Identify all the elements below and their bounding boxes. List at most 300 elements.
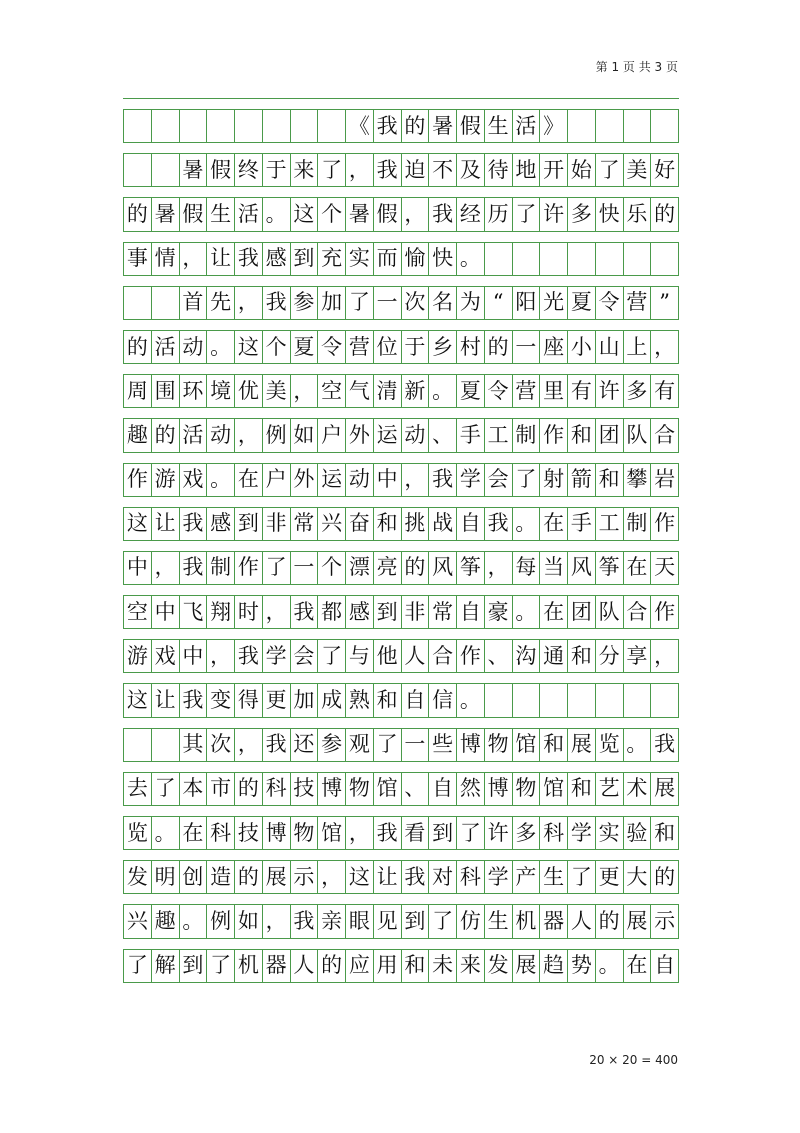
grid-cell: 。 bbox=[624, 729, 652, 761]
grid-cell: 更 bbox=[596, 861, 624, 893]
grid-cell: 享 bbox=[624, 640, 652, 672]
grid-cell: 的 bbox=[651, 198, 679, 230]
row-spacer-band bbox=[123, 142, 679, 154]
grid-cell bbox=[263, 110, 291, 142]
row-cells bbox=[123, 287, 679, 319]
grid-cell: 动 bbox=[402, 419, 430, 451]
grid-cell: 和 bbox=[402, 950, 430, 982]
grid-cell: 参 bbox=[318, 729, 346, 761]
manuscript-grid bbox=[123, 98, 679, 989]
grid-cell: 他 bbox=[374, 640, 402, 672]
grid-cell: 游 bbox=[152, 464, 180, 496]
grid-cell bbox=[318, 110, 346, 142]
grid-cell: 。 bbox=[457, 243, 485, 275]
grid-cell: 豪 bbox=[485, 596, 513, 628]
grid-cell: 我 bbox=[263, 729, 291, 761]
grid-cell: 制 bbox=[624, 508, 652, 540]
grid-cell: 事 bbox=[124, 243, 152, 275]
grid-cell: 实 bbox=[596, 817, 624, 849]
grid-cell: 工 bbox=[596, 508, 624, 540]
grid-cell: 手 bbox=[568, 508, 596, 540]
grid-cell: 示 bbox=[291, 861, 319, 893]
grid-cell: 物 bbox=[513, 773, 541, 805]
grid-cell: 物 bbox=[291, 817, 319, 849]
grid-cell: 我 bbox=[235, 243, 263, 275]
grid-cell: 科 bbox=[207, 817, 235, 849]
grid-cell bbox=[568, 110, 596, 142]
grid-cell: 我 bbox=[291, 905, 319, 937]
grid-cell: 活 bbox=[513, 110, 541, 142]
grid-cell bbox=[180, 110, 208, 142]
grid-cell bbox=[651, 243, 679, 275]
grid-cell: 作 bbox=[540, 419, 568, 451]
grid-cell: 和 bbox=[568, 640, 596, 672]
grid-cell: 运 bbox=[374, 419, 402, 451]
grid-cell: 时 bbox=[235, 596, 263, 628]
grid-cell: 展 bbox=[568, 729, 596, 761]
grid-cell: 制 bbox=[207, 552, 235, 584]
grid-cell: 如 bbox=[235, 905, 263, 937]
grid-cell: 和 bbox=[540, 729, 568, 761]
grid-cell: 地 bbox=[513, 154, 541, 186]
grid-cell: ， bbox=[485, 552, 513, 584]
grid-cell: 团 bbox=[568, 596, 596, 628]
grid-cell: 了 bbox=[457, 817, 485, 849]
grid-cell: 好 bbox=[651, 154, 679, 186]
row-spacer-band bbox=[123, 363, 679, 375]
grid-cell: 次 bbox=[402, 287, 430, 319]
grid-cell: 多 bbox=[513, 817, 541, 849]
grid-cell bbox=[540, 684, 568, 716]
grid-cell: 我 bbox=[402, 861, 430, 893]
grid-cell: 展 bbox=[513, 950, 541, 982]
grid-cell: 了 bbox=[152, 773, 180, 805]
grid-cell: 合 bbox=[429, 640, 457, 672]
grid-cell: 在 bbox=[624, 552, 652, 584]
grid-cell: 例 bbox=[263, 419, 291, 451]
grid-cell: 其 bbox=[180, 729, 208, 761]
grid-cell: 》 bbox=[540, 110, 568, 142]
grid-cell: 非 bbox=[402, 596, 430, 628]
grid-row bbox=[123, 275, 679, 319]
grid-cell: 上 bbox=[624, 331, 652, 363]
grid-row bbox=[123, 319, 679, 363]
grid-cell bbox=[485, 684, 513, 716]
row-spacer-band bbox=[123, 540, 679, 552]
grid-cell: 奋 bbox=[346, 508, 374, 540]
grid-cell: 了 bbox=[318, 154, 346, 186]
grid-cell: 个 bbox=[318, 552, 346, 584]
grid-cell: 和 bbox=[651, 817, 679, 849]
grid-row bbox=[123, 452, 679, 496]
grid-cell: 信 bbox=[429, 684, 457, 716]
grid-cell: 历 bbox=[485, 198, 513, 230]
grid-cell: 乐 bbox=[624, 198, 652, 230]
grid-cell: 到 bbox=[374, 596, 402, 628]
grid-cell: 夏 bbox=[457, 375, 485, 407]
grid-cell: 自 bbox=[457, 596, 485, 628]
grid-cell: 的 bbox=[651, 861, 679, 893]
grid-cell bbox=[568, 243, 596, 275]
grid-cell: 快 bbox=[596, 198, 624, 230]
row-spacer-band bbox=[123, 275, 679, 287]
grid-cell: 里 bbox=[540, 375, 568, 407]
row-cells bbox=[123, 154, 679, 186]
row-cells bbox=[123, 552, 679, 584]
grid-cell: ， bbox=[651, 331, 679, 363]
grid-cell: 一 bbox=[291, 552, 319, 584]
grid-cell: 来 bbox=[291, 154, 319, 186]
grid-cell: 通 bbox=[540, 640, 568, 672]
grid-cell: 学 bbox=[485, 861, 513, 893]
grid-cell: 在 bbox=[540, 508, 568, 540]
grid-cell: 在 bbox=[624, 950, 652, 982]
row-spacer-band bbox=[123, 319, 679, 331]
grid-cell: 终 bbox=[235, 154, 263, 186]
grid-cell: 《 bbox=[346, 110, 374, 142]
grid-cell: 于 bbox=[402, 331, 430, 363]
grid-cell: 馆 bbox=[374, 773, 402, 805]
grid-cell: ， bbox=[263, 905, 291, 937]
grid-cell: 技 bbox=[291, 773, 319, 805]
grid-cell: 了 bbox=[513, 464, 541, 496]
grid-cell bbox=[624, 243, 652, 275]
grid-cell: 和 bbox=[568, 773, 596, 805]
grid-cell: 的 bbox=[318, 950, 346, 982]
grid-cell: 览 bbox=[596, 729, 624, 761]
grid-cell: 亲 bbox=[318, 905, 346, 937]
grid-cell: 产 bbox=[513, 861, 541, 893]
grid-cell: 验 bbox=[624, 817, 652, 849]
grid-cell: 大 bbox=[624, 861, 652, 893]
grid-cell: 了 bbox=[429, 905, 457, 937]
grid-cell: 团 bbox=[596, 419, 624, 451]
grid-cell: 我 bbox=[235, 640, 263, 672]
grid-cell: 。 bbox=[457, 684, 485, 716]
grid-cell: 户 bbox=[318, 419, 346, 451]
grid-cell: 造 bbox=[207, 861, 235, 893]
grid-cell: 器 bbox=[263, 950, 291, 982]
grid-cell bbox=[152, 154, 180, 186]
row-spacer-band bbox=[123, 717, 679, 729]
row-cells bbox=[123, 375, 679, 407]
page-indicator: 第 1 页 共 3 页 bbox=[595, 60, 678, 74]
grid-cell: 及 bbox=[457, 154, 485, 186]
row-cells bbox=[123, 640, 679, 672]
grid-cell: 人 bbox=[568, 905, 596, 937]
grid-cell: 攀 bbox=[624, 464, 652, 496]
grid-cell: 博 bbox=[263, 817, 291, 849]
grid-cell: 。 bbox=[180, 905, 208, 937]
grid-cell: 创 bbox=[180, 861, 208, 893]
grid-cell: ， bbox=[152, 552, 180, 584]
grid-cell: 队 bbox=[596, 596, 624, 628]
grid-cell: 。 bbox=[513, 596, 541, 628]
row-spacer-band bbox=[123, 805, 679, 817]
grid-cell: 还 bbox=[291, 729, 319, 761]
grid-cell: 更 bbox=[263, 684, 291, 716]
grid-cell bbox=[651, 110, 679, 142]
grid-cell bbox=[291, 110, 319, 142]
grid-cell: 了 bbox=[596, 154, 624, 186]
grid-cell: 如 bbox=[291, 419, 319, 451]
grid-cell: 的 bbox=[235, 773, 263, 805]
grid-cell: 外 bbox=[346, 419, 374, 451]
grid-cell: ” bbox=[651, 287, 679, 319]
grid-cell: 览 bbox=[124, 817, 152, 849]
grid-cell: 境 bbox=[207, 375, 235, 407]
grid-cell: 参 bbox=[291, 287, 319, 319]
grid-cell: 外 bbox=[291, 464, 319, 496]
grid-cell: 动 bbox=[180, 331, 208, 363]
grid-cell: 箭 bbox=[568, 464, 596, 496]
grid-spec-label: 20 × 20 = 400 bbox=[589, 1053, 678, 1067]
grid-cell: 活 bbox=[180, 419, 208, 451]
grid-cell: 的 bbox=[402, 110, 430, 142]
grid-cell: 在 bbox=[180, 817, 208, 849]
grid-cell: 然 bbox=[457, 773, 485, 805]
grid-cell: 物 bbox=[346, 773, 374, 805]
grid-cell: 博 bbox=[457, 729, 485, 761]
grid-cell: 先 bbox=[207, 287, 235, 319]
grid-cell: 会 bbox=[291, 640, 319, 672]
grid-cell: 了 bbox=[568, 861, 596, 893]
grid-cell: ， bbox=[291, 375, 319, 407]
grid-cell: 在 bbox=[235, 464, 263, 496]
grid-cell: 的 bbox=[152, 419, 180, 451]
grid-cell: 个 bbox=[263, 331, 291, 363]
grid-cell: 制 bbox=[513, 419, 541, 451]
row-spacer-band bbox=[123, 893, 679, 905]
grid-cell: 见 bbox=[374, 905, 402, 937]
row-spacer-band bbox=[123, 186, 679, 198]
grid-cell: 。 bbox=[596, 950, 624, 982]
grid-cell: 许 bbox=[596, 375, 624, 407]
grid-cell: 明 bbox=[152, 861, 180, 893]
grid-cell: 生 bbox=[485, 110, 513, 142]
grid-cell: 眼 bbox=[346, 905, 374, 937]
grid-cell: 每 bbox=[513, 552, 541, 584]
grid-cell: 博 bbox=[318, 773, 346, 805]
grid-cell: 作 bbox=[235, 552, 263, 584]
grid-cell: 展 bbox=[263, 861, 291, 893]
grid-cell: 环 bbox=[180, 375, 208, 407]
grid-cell: ， bbox=[263, 596, 291, 628]
grid-cell: 让 bbox=[207, 243, 235, 275]
row-spacer-band bbox=[123, 496, 679, 508]
grid-cell: 作 bbox=[651, 508, 679, 540]
grid-cell: 暑 bbox=[180, 154, 208, 186]
grid-cell: 感 bbox=[207, 508, 235, 540]
grid-cell: 清 bbox=[374, 375, 402, 407]
grid-cell: 物 bbox=[485, 729, 513, 761]
grid-cell: 我 bbox=[374, 817, 402, 849]
grid-cell: 了 bbox=[346, 287, 374, 319]
grid-cell: 山 bbox=[596, 331, 624, 363]
grid-cell: 本 bbox=[180, 773, 208, 805]
grid-cell: 中 bbox=[180, 640, 208, 672]
grid-cell: 我 bbox=[374, 154, 402, 186]
grid-cell: 馆 bbox=[540, 773, 568, 805]
grid-cell: 周 bbox=[124, 375, 152, 407]
row-cells bbox=[123, 198, 679, 230]
grid-cell: 的 bbox=[402, 552, 430, 584]
grid-cell: 动 bbox=[207, 419, 235, 451]
grid-cell: 机 bbox=[235, 950, 263, 982]
grid-cell bbox=[568, 684, 596, 716]
grid-cell: 生 bbox=[207, 198, 235, 230]
grid-row bbox=[123, 584, 679, 628]
grid-cell: 美 bbox=[263, 375, 291, 407]
grid-cell: 未 bbox=[429, 950, 457, 982]
grid-cell: 科 bbox=[263, 773, 291, 805]
grid-cell: 展 bbox=[624, 905, 652, 937]
grid-cell: 我 bbox=[180, 508, 208, 540]
grid-cell: 在 bbox=[540, 596, 568, 628]
grid-cell: 艺 bbox=[596, 773, 624, 805]
grid-cell: 和 bbox=[568, 419, 596, 451]
grid-cell: 待 bbox=[485, 154, 513, 186]
grid-row bbox=[123, 540, 679, 584]
grid-cell bbox=[235, 110, 263, 142]
grid-cell: 到 bbox=[235, 508, 263, 540]
grid-cell: 快 bbox=[429, 243, 457, 275]
grid-cell: ， bbox=[180, 243, 208, 275]
grid-cell: 。 bbox=[152, 817, 180, 849]
grid-cell: 气 bbox=[346, 375, 374, 407]
grid-cell: 科 bbox=[540, 817, 568, 849]
grid-row bbox=[123, 231, 679, 275]
grid-cell: 趣 bbox=[152, 905, 180, 937]
grid-cell: 假 bbox=[457, 110, 485, 142]
grid-cell: 熟 bbox=[346, 684, 374, 716]
grid-cell: 常 bbox=[291, 508, 319, 540]
row-spacer-band bbox=[123, 849, 679, 861]
grid-cell: ， bbox=[235, 419, 263, 451]
grid-cell: 戏 bbox=[152, 640, 180, 672]
grid-cell: 自 bbox=[651, 950, 679, 982]
grid-cell: 与 bbox=[346, 640, 374, 672]
grid-cell bbox=[152, 110, 180, 142]
grid-cell: 了 bbox=[374, 729, 402, 761]
grid-cell: 愉 bbox=[402, 243, 430, 275]
grid-cell: 趣 bbox=[124, 419, 152, 451]
grid-cell: 座 bbox=[540, 331, 568, 363]
grid-cell: 。 bbox=[263, 198, 291, 230]
grid-cell: 名 bbox=[429, 287, 457, 319]
grid-cell: 充 bbox=[318, 243, 346, 275]
grid-cell: 当 bbox=[540, 552, 568, 584]
row-spacer-band bbox=[123, 98, 679, 110]
grid-cell: 这 bbox=[291, 198, 319, 230]
grid-cell: 令 bbox=[318, 331, 346, 363]
grid-cell: 发 bbox=[124, 861, 152, 893]
grid-cell: 。 bbox=[207, 464, 235, 496]
grid-cell: 游 bbox=[124, 640, 152, 672]
grid-cell: 、 bbox=[429, 419, 457, 451]
grid-cell: 筝 bbox=[596, 552, 624, 584]
grid-cell: 不 bbox=[429, 154, 457, 186]
grid-cell: 、 bbox=[485, 640, 513, 672]
row-spacer-band bbox=[123, 628, 679, 640]
grid-bottom-border bbox=[123, 982, 679, 989]
grid-cell: 为 bbox=[457, 287, 485, 319]
grid-cell: 多 bbox=[568, 198, 596, 230]
grid-cell: 看 bbox=[402, 817, 430, 849]
grid-row bbox=[123, 98, 679, 142]
grid-cell: 器 bbox=[540, 905, 568, 937]
grid-cell: 了 bbox=[263, 552, 291, 584]
grid-cell: 加 bbox=[318, 287, 346, 319]
grid-cell: 位 bbox=[374, 331, 402, 363]
grid-cell: 让 bbox=[374, 861, 402, 893]
row-cells bbox=[123, 331, 679, 363]
grid-cell: 术 bbox=[624, 773, 652, 805]
grid-cell: 活 bbox=[235, 198, 263, 230]
grid-cell: 展 bbox=[651, 773, 679, 805]
grid-cell: 和 bbox=[374, 684, 402, 716]
grid-cell: 来 bbox=[457, 950, 485, 982]
grid-cell: 趋 bbox=[540, 950, 568, 982]
grid-cell: 优 bbox=[235, 375, 263, 407]
grid-cell: 运 bbox=[318, 464, 346, 496]
grid-cell: 村 bbox=[457, 331, 485, 363]
row-spacer-band bbox=[123, 938, 679, 950]
grid-cell: 一 bbox=[374, 287, 402, 319]
grid-cell bbox=[152, 287, 180, 319]
grid-cell: 到 bbox=[291, 243, 319, 275]
grid-cell bbox=[596, 243, 624, 275]
grid-cell: 都 bbox=[318, 596, 346, 628]
grid-cell: 营 bbox=[624, 287, 652, 319]
grid-cell: 而 bbox=[374, 243, 402, 275]
grid-cell: 沟 bbox=[513, 640, 541, 672]
row-cells bbox=[123, 596, 679, 628]
grid-cell: 到 bbox=[180, 950, 208, 982]
grid-cell: 成 bbox=[318, 684, 346, 716]
grid-cell: 有 bbox=[651, 375, 679, 407]
grid-cell: 空 bbox=[124, 596, 152, 628]
grid-cell: 兴 bbox=[318, 508, 346, 540]
grid-cell: 到 bbox=[429, 817, 457, 849]
row-cells bbox=[123, 950, 679, 982]
grid-cell: 加 bbox=[291, 684, 319, 716]
grid-row bbox=[123, 186, 679, 230]
grid-cell: 感 bbox=[263, 243, 291, 275]
grid-row bbox=[123, 805, 679, 849]
grid-cell: 机 bbox=[513, 905, 541, 937]
grid-cell: 开 bbox=[540, 154, 568, 186]
grid-cell: 许 bbox=[540, 198, 568, 230]
grid-cell: 美 bbox=[624, 154, 652, 186]
grid-cell: 观 bbox=[346, 729, 374, 761]
row-spacer-band bbox=[123, 584, 679, 596]
grid-cell: 这 bbox=[235, 331, 263, 363]
grid-cell: 学 bbox=[263, 640, 291, 672]
grid-cell: 感 bbox=[346, 596, 374, 628]
grid-cell: 合 bbox=[651, 419, 679, 451]
grid-cell: 战 bbox=[429, 508, 457, 540]
grid-cell: 暑 bbox=[429, 110, 457, 142]
grid-cell: 和 bbox=[374, 508, 402, 540]
grid-cell: 始 bbox=[568, 154, 596, 186]
grid-cell: 光 bbox=[540, 287, 568, 319]
grid-cell: 一 bbox=[513, 331, 541, 363]
row-cells bbox=[123, 508, 679, 540]
grid-cell bbox=[485, 243, 513, 275]
grid-cell: 。 bbox=[513, 508, 541, 540]
grid-cell: 技 bbox=[235, 817, 263, 849]
